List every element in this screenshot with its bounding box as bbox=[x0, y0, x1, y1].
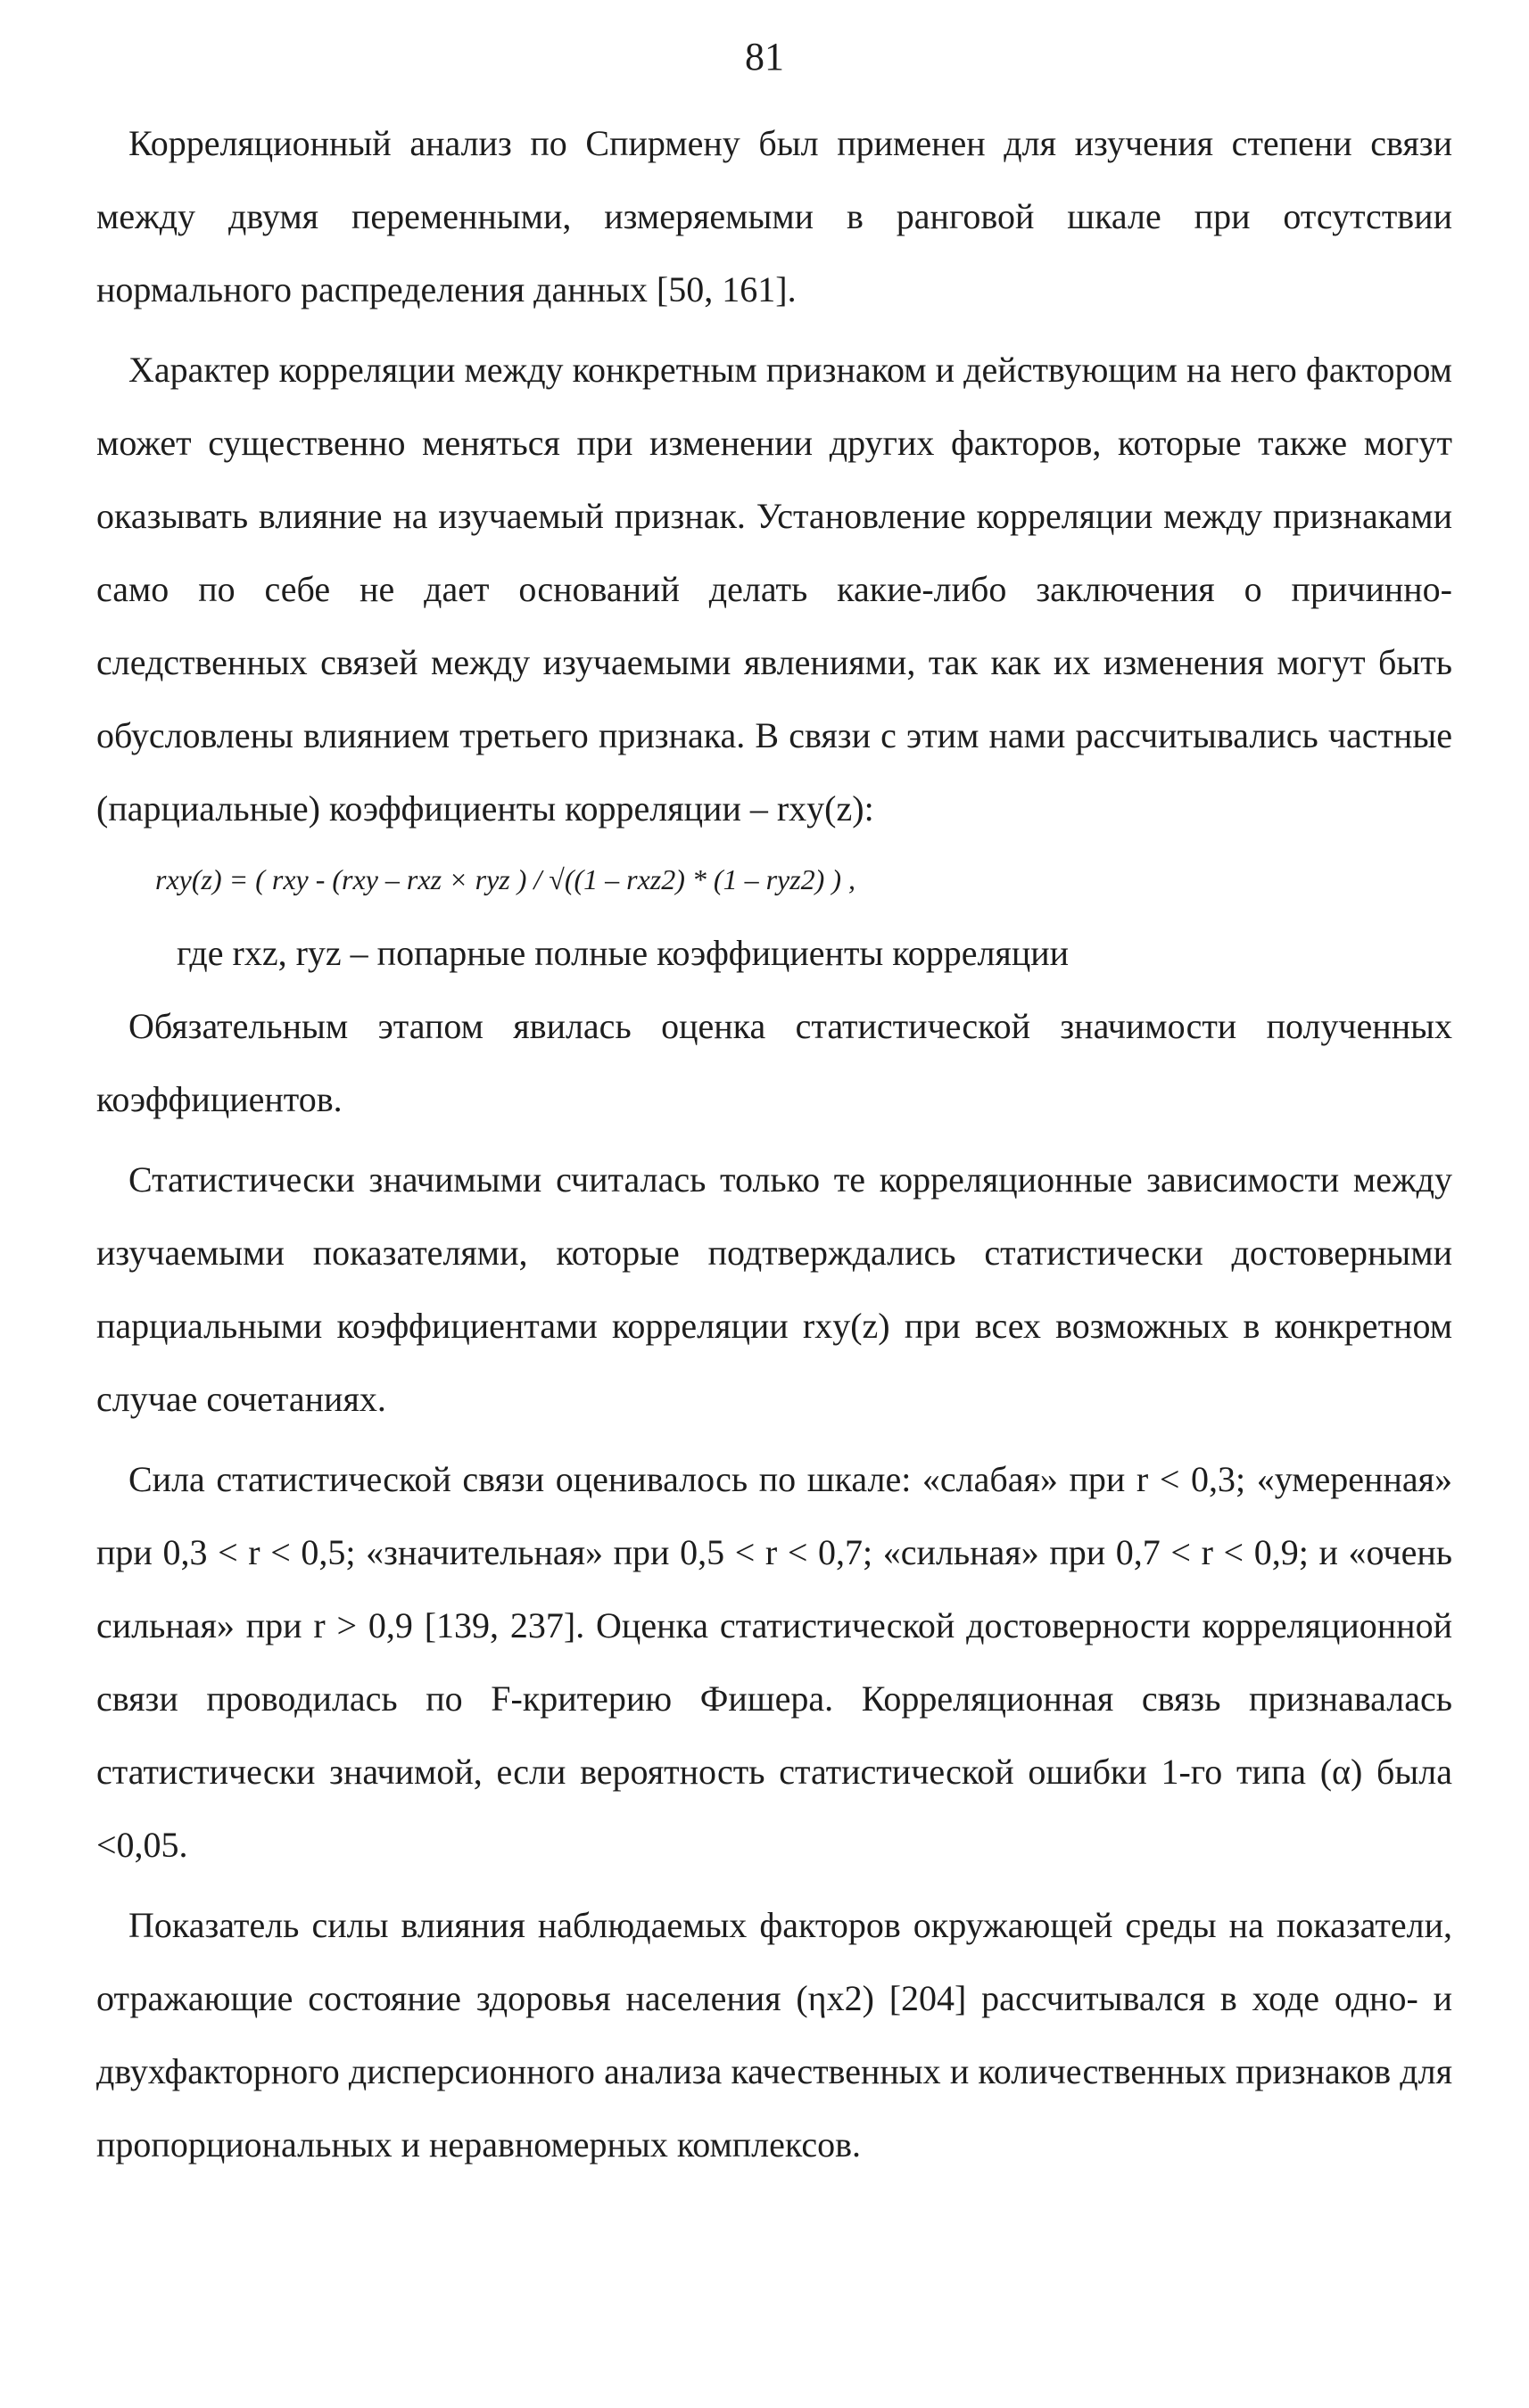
page-number: 81 bbox=[745, 35, 784, 78]
formula-legend: где rxz, ryz – попарные полные коэффициенты корреляции bbox=[177, 933, 1070, 973]
page-body bbox=[96, 107, 1452, 2181]
paragraph-significance: Обязательным этапом явилась оценка статистической значимости полученных коэффициентов. bbox=[96, 1006, 1452, 1119]
partial-correlation-formula: rxy(z) = ( rxy - (rxy – rxz × ryz ) / √((1 – rxz2) * (1 – ryz2) ) , bbox=[155, 863, 855, 895]
paragraph-spearman: Корреляционный анализ по Спирмену был применен для изучения степени связи между двумя переменными, измеряемыми в ранговой шкале при отсутствии нормального распределения данных [50, 161]. bbox=[96, 123, 1452, 309]
paragraph-partial-correlation: Характер корреляции между конкретным признаком и действующим на него фактором может существенно меняться при изменении других факторов, которые также могут оказывать влияние на изучаемый признак. Установление корреляции между признаками само по себе не дает оснований делать какие-либо заключения о причинно-следственных связей между изучаемыми явлениями, так как их изменения могут быть обусловлены влиянием третьего признака. В связи с этим нами рассчитывались частные (парциальные) коэффициенты корреляции – rxy(z): bbox=[96, 350, 1452, 829]
paragraph-significant-dependencies: Статистически значимыми считалась только те корреляционные зависимости между изучаемыми показателями, которые подтверждались статистически достоверными парциальными коэффициентами корреляции rxy(z) при всех возможных в конкретном случае сочетаниях. bbox=[96, 1159, 1452, 1419]
paragraph-strength-scale: Сила статистической связи оценивалось по шкале: «слабая» при r < 0,3; «умеренная» при 0,3 < r < 0,5; «значительная» при 0,5 < r < 0,7; «сильная» при 0,7 < r < 0,9; и «очень сильная» при r > 0,9 [139, 237]. Оценка статистической достоверности корреляционной связи проводилась по F-критерию Фишера. Корреляционная связь признавалась статистически значимой, если вероятность статистической ошибки 1-го типа (α) была <0,05. bbox=[96, 1459, 1452, 1865]
paragraph-influence-index: Показатель силы влияния наблюдаемых факторов окружающей среды на показатели, отражающие состояние здоровья населения (ηx2) [204] рассчитывался в ходе одно- и двухфакторного дисперсионного анализа качественных и количественных признаков для пропорциональных и неравномерных комплексов. bbox=[96, 1905, 1452, 2165]
